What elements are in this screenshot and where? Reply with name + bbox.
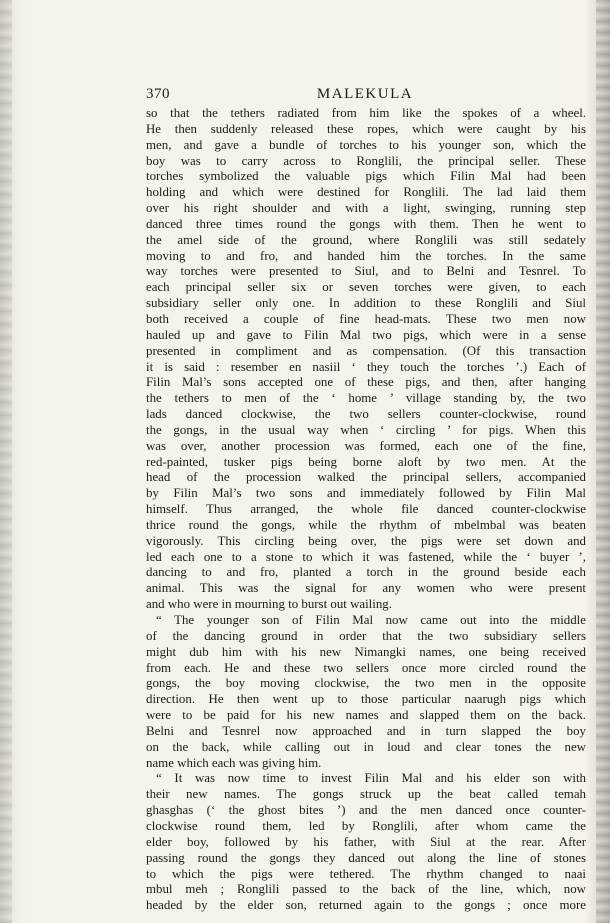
text-line: were to be paid for his new names and slapped them on the back. [146, 708, 586, 723]
text-line: moving to and fro, and handed him the torches. In the same [146, 248, 586, 263]
text-line: way torches were presented to Siul, and to Belni and Tesnrel. To [146, 264, 586, 279]
text-line: He then suddenly released these ropes, which were caught by his [146, 121, 586, 136]
text-line: elder boy, followed by his father, with Siul at the rear. After [146, 834, 586, 849]
body-text [146, 106, 586, 914]
text-line: presented in compliment and as compensation. (Of this transaction [146, 343, 586, 358]
text-line: each principal seller six or seven torches were given, to each [146, 280, 586, 295]
text-line: headed by the elder son, returned again to the gongs ; once more [146, 898, 586, 913]
text-line: holding and which were destined for Ronglili. The lad laid them [146, 185, 586, 200]
text-line: subsidiary seller only one. In addition to these Ronglili and Siul [146, 296, 586, 311]
text-line: thrice round the gongs, while the rhythm of mbelmbal was beaten [146, 517, 586, 532]
text-line: by Filin Mal’s two sons and immediately followed by Filin Mal [146, 486, 586, 501]
text-line: gongs, the boy moving clockwise, the two men in the opposite [146, 676, 586, 691]
text-line: red-painted, tusker pigs being borne aloft by two men. At the [146, 454, 586, 469]
text-line: animal. This was the signal for any women who were present [146, 581, 586, 596]
text-line: lads danced clockwise, the two sellers counter-clockwise, round [146, 407, 586, 422]
text-line: the gongs, in the usual way when ‘ circling ’ for pigs. When this [146, 422, 586, 437]
text-line: himself. Thus arranged, the whole file danced counter-clockwise [146, 502, 586, 517]
text-line: mbul meh ; Ronglili passed to the back of the line, which, now [146, 882, 586, 897]
text-line: direction. He then went up to those particular naarugh pigs which [146, 692, 586, 707]
text-line: the amel side of the ground, where Ronglili was still sedately [146, 232, 586, 247]
page-number: 370 [146, 86, 170, 102]
text-line: from each. He and these two sellers once more circled round the [146, 660, 586, 675]
text-line: over his right shoulder and with a light, swinging, running step [146, 201, 586, 216]
text-line: their new names. The gongs struck up the beat called temah [146, 787, 586, 802]
text-line: passing round the gongs they danced out along the line of stones [146, 850, 586, 865]
text-line: on the back, while calling out in loud and clear tones the new [146, 739, 586, 754]
binding-edge-left [0, 0, 12, 923]
page-edges-right [596, 0, 610, 923]
page-header [146, 86, 584, 106]
text-line: danced three times round the gongs with them. Then he went to [146, 216, 586, 231]
text-line: “ It was now time to invest Filin Mal and his elder son with [156, 771, 586, 786]
text-line: to which the pigs were tethered. The rhythm changed to naai [146, 866, 586, 881]
running-title: MALEKULA [316, 86, 414, 102]
text-line: the tethers to men of the ‘ home ’ village standing by, the two [146, 391, 586, 406]
text-line: clockwise round them, led by Ronglili, after whom came the [146, 818, 586, 833]
text-line: men, and gave a bundle of torches to his younger son, which the [146, 137, 586, 152]
text-line: was over, another procession was formed, each one of the fine, [146, 438, 586, 453]
text-line: boy was to carry across to Ronglili, the principal seller. These [146, 153, 586, 168]
text-line: torches symbolized the valuable pigs which Filin Mal had been [146, 169, 586, 184]
text-line: name which each was giving him. [146, 755, 322, 770]
text-line: hauled up and gave to Filin Mal two pigs, which were in a sense [146, 327, 586, 342]
text-line: Filin Mal’s sons accepted one of these pigs, and then, after hanging [146, 375, 586, 390]
text-line: Belni and Tesnrel now approached and in turn slapped the boy [146, 723, 586, 738]
text-line: and who were in mourning to burst out wailing. [146, 597, 392, 612]
text-line: dancing to and fro, planted a torch in the ground beside each [146, 565, 586, 580]
text-line: of the dancing ground in order that the two subsidiary sellers [146, 628, 586, 643]
text-line: might dub him with his new Nimangki names, one being received [146, 644, 586, 659]
text-line: “ The younger son of Filin Mal now came out into the middle [156, 613, 586, 627]
text-line: it is said : resember en nasiil ‘ they touch the torches ’.) Each of [146, 359, 586, 374]
text-line: led each one to a stone to which it was fastened, while the ‘ buyer ’, [146, 549, 586, 564]
text-line: head of the procession walked the principal sellers, accompanied [146, 470, 586, 485]
text-line: vigorously. This circling being over, the pigs were set down and [146, 533, 586, 548]
text-line: so that the tethers radiated from him like the spokes of a wheel. [146, 106, 586, 120]
text-line: ghasghas (‘ the ghost bites ’) and the men danced once counter- [146, 803, 586, 818]
text-line: both received a couple of fine head-mats. These two men now [146, 311, 586, 326]
